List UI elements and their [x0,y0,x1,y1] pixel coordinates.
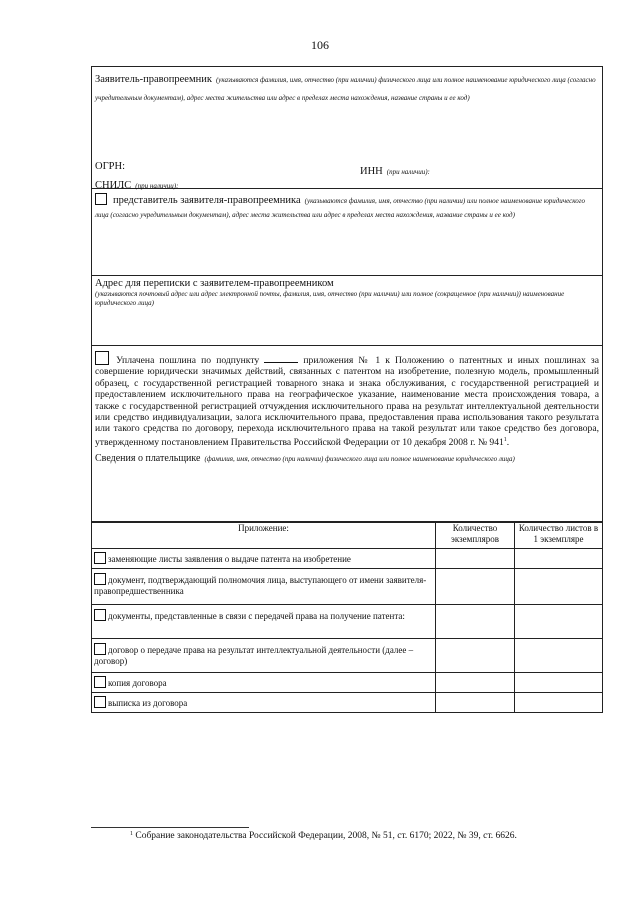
successor-section [91,66,603,189]
footnote [130,831,517,841]
correspondence-note: (указываются почтовый адрес или адрес электронной почты, фамилия, имя, отчество (при наличии) или полное (сокращенное (при наличии)) наименование юридического лица) [95,290,565,307]
fee-subparagraph-blank[interactable] [264,354,298,363]
page-number: 106 [311,38,329,52]
sheets-cell[interactable] [515,569,603,605]
successor-label: Заявитель-правопреемник [95,74,212,85]
sheets-cell[interactable] [515,693,603,713]
row-checkbox[interactable] [94,573,106,585]
sheets-cell[interactable] [515,549,603,569]
ogrn-label: ОГРН: [95,161,125,172]
table-header [92,523,603,549]
inn-label: ИНН [360,166,383,177]
inn-note: (при наличии): [386,168,430,176]
payer-label: Сведения о плательщике [95,453,201,465]
row-checkbox[interactable] [94,552,106,564]
header-attachment: Приложение: [92,523,436,549]
footnote-divider [91,827,249,828]
copies-cell[interactable] [436,569,515,605]
row-label: выписка из договора [108,698,188,708]
representative-checkbox[interactable] [95,193,107,205]
row-checkbox[interactable] [94,676,106,688]
fee-text-b: приложения № 1 к Положению о патентных и иных пошлинах за совершение юридически значимых действий, связанных с патентом на изобретение, полезную модель, промышленный образец, с государственной регистрацией товарного знака и знака обслуживания, с государственной регистрацией и предоставлением исключительного права на географическое указание, наименование места происхождения товара, а также с государственной регистрацией отчуждения исключительного права на результат интеллектуальной деятельности или средство индивидуализации, залога исключительного права, предоставления права использования такого результата или такого средства по договору, перехода исключительного права на такой результат или такое средство без договора, утвержденному постановлением Правительства Российской Федерации от 10 декабря 2008 г. № 941 [95,355,599,449]
table-row [92,605,603,639]
table-row [92,639,603,673]
fee-text-end: . [506,437,510,449]
header-sheets: Количество листов в 1 экземпляре [515,523,603,549]
successor-note: (указываются фамилия, имя, отчество (при наличии) физического лица или полное наименование юридического лица (согласно учредительным документам), адрес места жительства или адрес в пределах места нахождения, название страны и ее код) [95,76,596,102]
row-label: копия договора [108,678,167,688]
row-label: заменяющие листы заявления о выдаче патента на изобретение [108,554,351,564]
table-row [92,549,603,569]
table-row [92,673,603,693]
snils-label: СНИЛС [95,180,132,191]
snils-note: (при наличии): [135,182,179,190]
representative-note: (указываются фамилия, имя, отчество (при наличии) или полное наименование юридического лица (согласно учредительным документам), адрес места жительства или адрес в пределах места нахождения, название страны и ее код) [95,197,586,219]
table-row [92,693,603,713]
correspondence-label: Адрес для переписки с заявителем-правопреемником [95,278,334,289]
sheets-cell[interactable] [515,605,603,639]
payer-note: (фамилия, имя, отчество (при наличии) физического лица или полное наименование юридического лица) [204,455,515,464]
row-label: документ, подтверждающий полномочия лица, выступающего от имени заявителя-правопредшественника [94,575,427,596]
row-label: документы, представленные в связи с передачей права на получение патента: [108,611,405,621]
inn-field [360,161,430,179]
copies-cell[interactable] [436,673,515,693]
attachments-table [91,522,603,713]
footnote-ref: 1 [503,436,507,443]
sheets-cell[interactable] [515,673,603,693]
row-checkbox[interactable] [94,609,106,621]
header-copies: Количество экземпляров [436,523,515,549]
representative-section [91,189,603,276]
row-checkbox[interactable] [94,696,106,708]
row-checkbox[interactable] [94,643,106,655]
sheets-cell[interactable] [515,639,603,673]
table-row [92,569,603,605]
correspondence-section [91,276,603,346]
representative-label: представитель заявителя-правопреемника [113,195,301,206]
copies-cell[interactable] [436,639,515,673]
copies-cell[interactable] [436,605,515,639]
footnote-text: Собрание законодательства Российской Федерации, 2008, № 51, ст. 6170; 2022, № 39, ст. 6626. [135,831,517,841]
copies-cell[interactable] [436,549,515,569]
copies-cell[interactable] [436,693,515,713]
fee-text-a: Уплачена пошлина по подпункту [116,355,260,366]
fee-section [91,346,603,522]
row-label: договор о передаче права на результат интеллектуальной деятельности (далее – договор) [94,645,414,666]
fee-checkbox[interactable] [95,351,109,365]
footnote-mark: 1 [130,831,133,837]
